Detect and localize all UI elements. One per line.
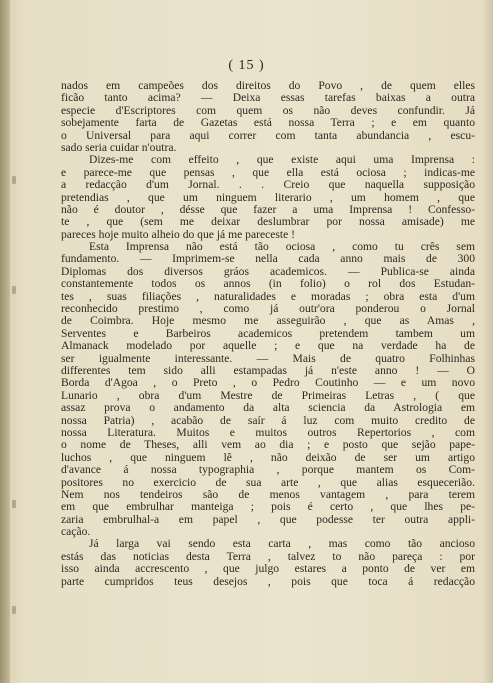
text-line: Almanack modelado por aquelle ; e que na verdade ha de xyxy=(61,339,475,353)
text-line: Lunario , obra d'um Mestre de Primeiras Letras , ( que xyxy=(61,388,475,402)
text-line: o nome de Theses, alli vem ao dia ; e posto que sejão pape- xyxy=(61,438,475,452)
text-line: especie d'Escriptores com quem os não deves confundir. Já xyxy=(61,103,475,117)
text-line: ficão tanto acima? — Deixa essas tarefas baixas a outra xyxy=(61,91,475,105)
body-text xyxy=(61,80,475,588)
text-line: nossa Patria) , acabão de saír á luz com muito credito de xyxy=(61,413,475,427)
binding-mark xyxy=(12,606,16,614)
text-line: Dizes-me com effeito , que existe aqui uma Imprensa : xyxy=(89,153,475,167)
text-line: cação. xyxy=(61,525,91,539)
text-line: nados em campeões dos direitos do Povo , de quem elles xyxy=(61,79,475,92)
text-line: reconhecido prestimo , como já outr'ora ponderou o Jornal xyxy=(61,302,475,316)
binding-mark xyxy=(12,286,16,294)
text-line: zaria embrulhal-a em papel , que podesse ter outra appli- xyxy=(61,512,475,526)
text-line: differentes tem sido alli estampadas já n'este anno ! — O xyxy=(61,363,475,377)
text-line: a redacção d'um Jornal. . . Creio que naquella supposição xyxy=(61,178,475,192)
text-line: pretendias , que um ninguem literario , um homem , que xyxy=(61,190,475,204)
text-line: isso ainda accrescento , que julgo estares a ponto de ver em xyxy=(61,562,475,576)
text-line: e parece-me que pensas , que ella está ociosa ; indicas-me xyxy=(61,165,475,179)
page-edge xyxy=(483,0,493,683)
text-line: em que embrulhar manteiga ; pois é certo , que lhes pe- xyxy=(61,500,475,514)
text-line: fundamento. — Imprimem-se nella cada anno mais de 300 xyxy=(61,252,475,266)
text-line: Diplomas dos diversos gráos academicos. — Publica-se ainda xyxy=(61,264,475,278)
text-line: de Coimbra. Hoje mesmo me asseguirão , que as Amas , xyxy=(61,314,475,328)
text-line: pareces hoje muito alheio do que já me pareceste ! xyxy=(61,227,296,241)
text-line: parte cumpridos teus desejos , pois que toca á redacção xyxy=(61,574,475,588)
text-line: te , que (sem me deixar deslumbrar por nossa amisade) me xyxy=(61,215,475,229)
text-line: assaz prova o andamento da alta sciencia da Astrologia em xyxy=(61,401,475,415)
binding-mark xyxy=(12,176,16,184)
text-line: d'avance á nossa typographia , porque mantem os Com- xyxy=(61,463,475,477)
page-number: ( 15 ) xyxy=(228,58,265,73)
page-spine xyxy=(0,0,10,683)
text-line: sado seria cuidar n'outra. xyxy=(61,140,177,154)
text-line: Esta Imprensa não está tão ociosa , como tu crês sem xyxy=(89,240,475,254)
text-line: positores no exercicio de sua arte , que alias esquecerião. xyxy=(61,475,475,489)
text-line: ser igualmente interessante. — Mais de quatro Folhinhas xyxy=(61,351,475,365)
text-line: tes , suas filiações , naturalidades e moradas ; obra esta d'um xyxy=(61,289,475,303)
text-line: constantemente todos os annos (in folio) o rol dos Estudan- xyxy=(61,277,475,291)
text-line: estás das noticias desta Terra , talvez to não pareça : por xyxy=(61,549,475,563)
text-line: não é doutor , désse que fazer a uma Imprensa ! Confesso- xyxy=(61,202,475,216)
text-line: luchos , que ninguem lê , não deixão de ser um artigo xyxy=(61,450,475,464)
text-line: o Universal para aqui correr com tanta abundancia , escu- xyxy=(61,128,475,142)
text-line: Já larga vai sendo esta carta , mas como tão ancioso xyxy=(89,537,475,551)
text-line: sobejamente farta de Gazetas está nossa Terra ; e em quanto xyxy=(61,116,475,130)
text-line: nossa Literatura. Muitos e muitos outros Repertorios , com xyxy=(61,425,475,439)
text-line: Borda d'Agoa , o Preto , o Pedro Coutinho — e um novo xyxy=(61,376,475,390)
text-line: Serventes e Barbeiros academicos pretendem tambem um xyxy=(61,326,475,340)
binding-mark xyxy=(12,500,16,508)
text-line: Nem nos tendeiros são de menos vantagem , para terem xyxy=(61,487,475,501)
